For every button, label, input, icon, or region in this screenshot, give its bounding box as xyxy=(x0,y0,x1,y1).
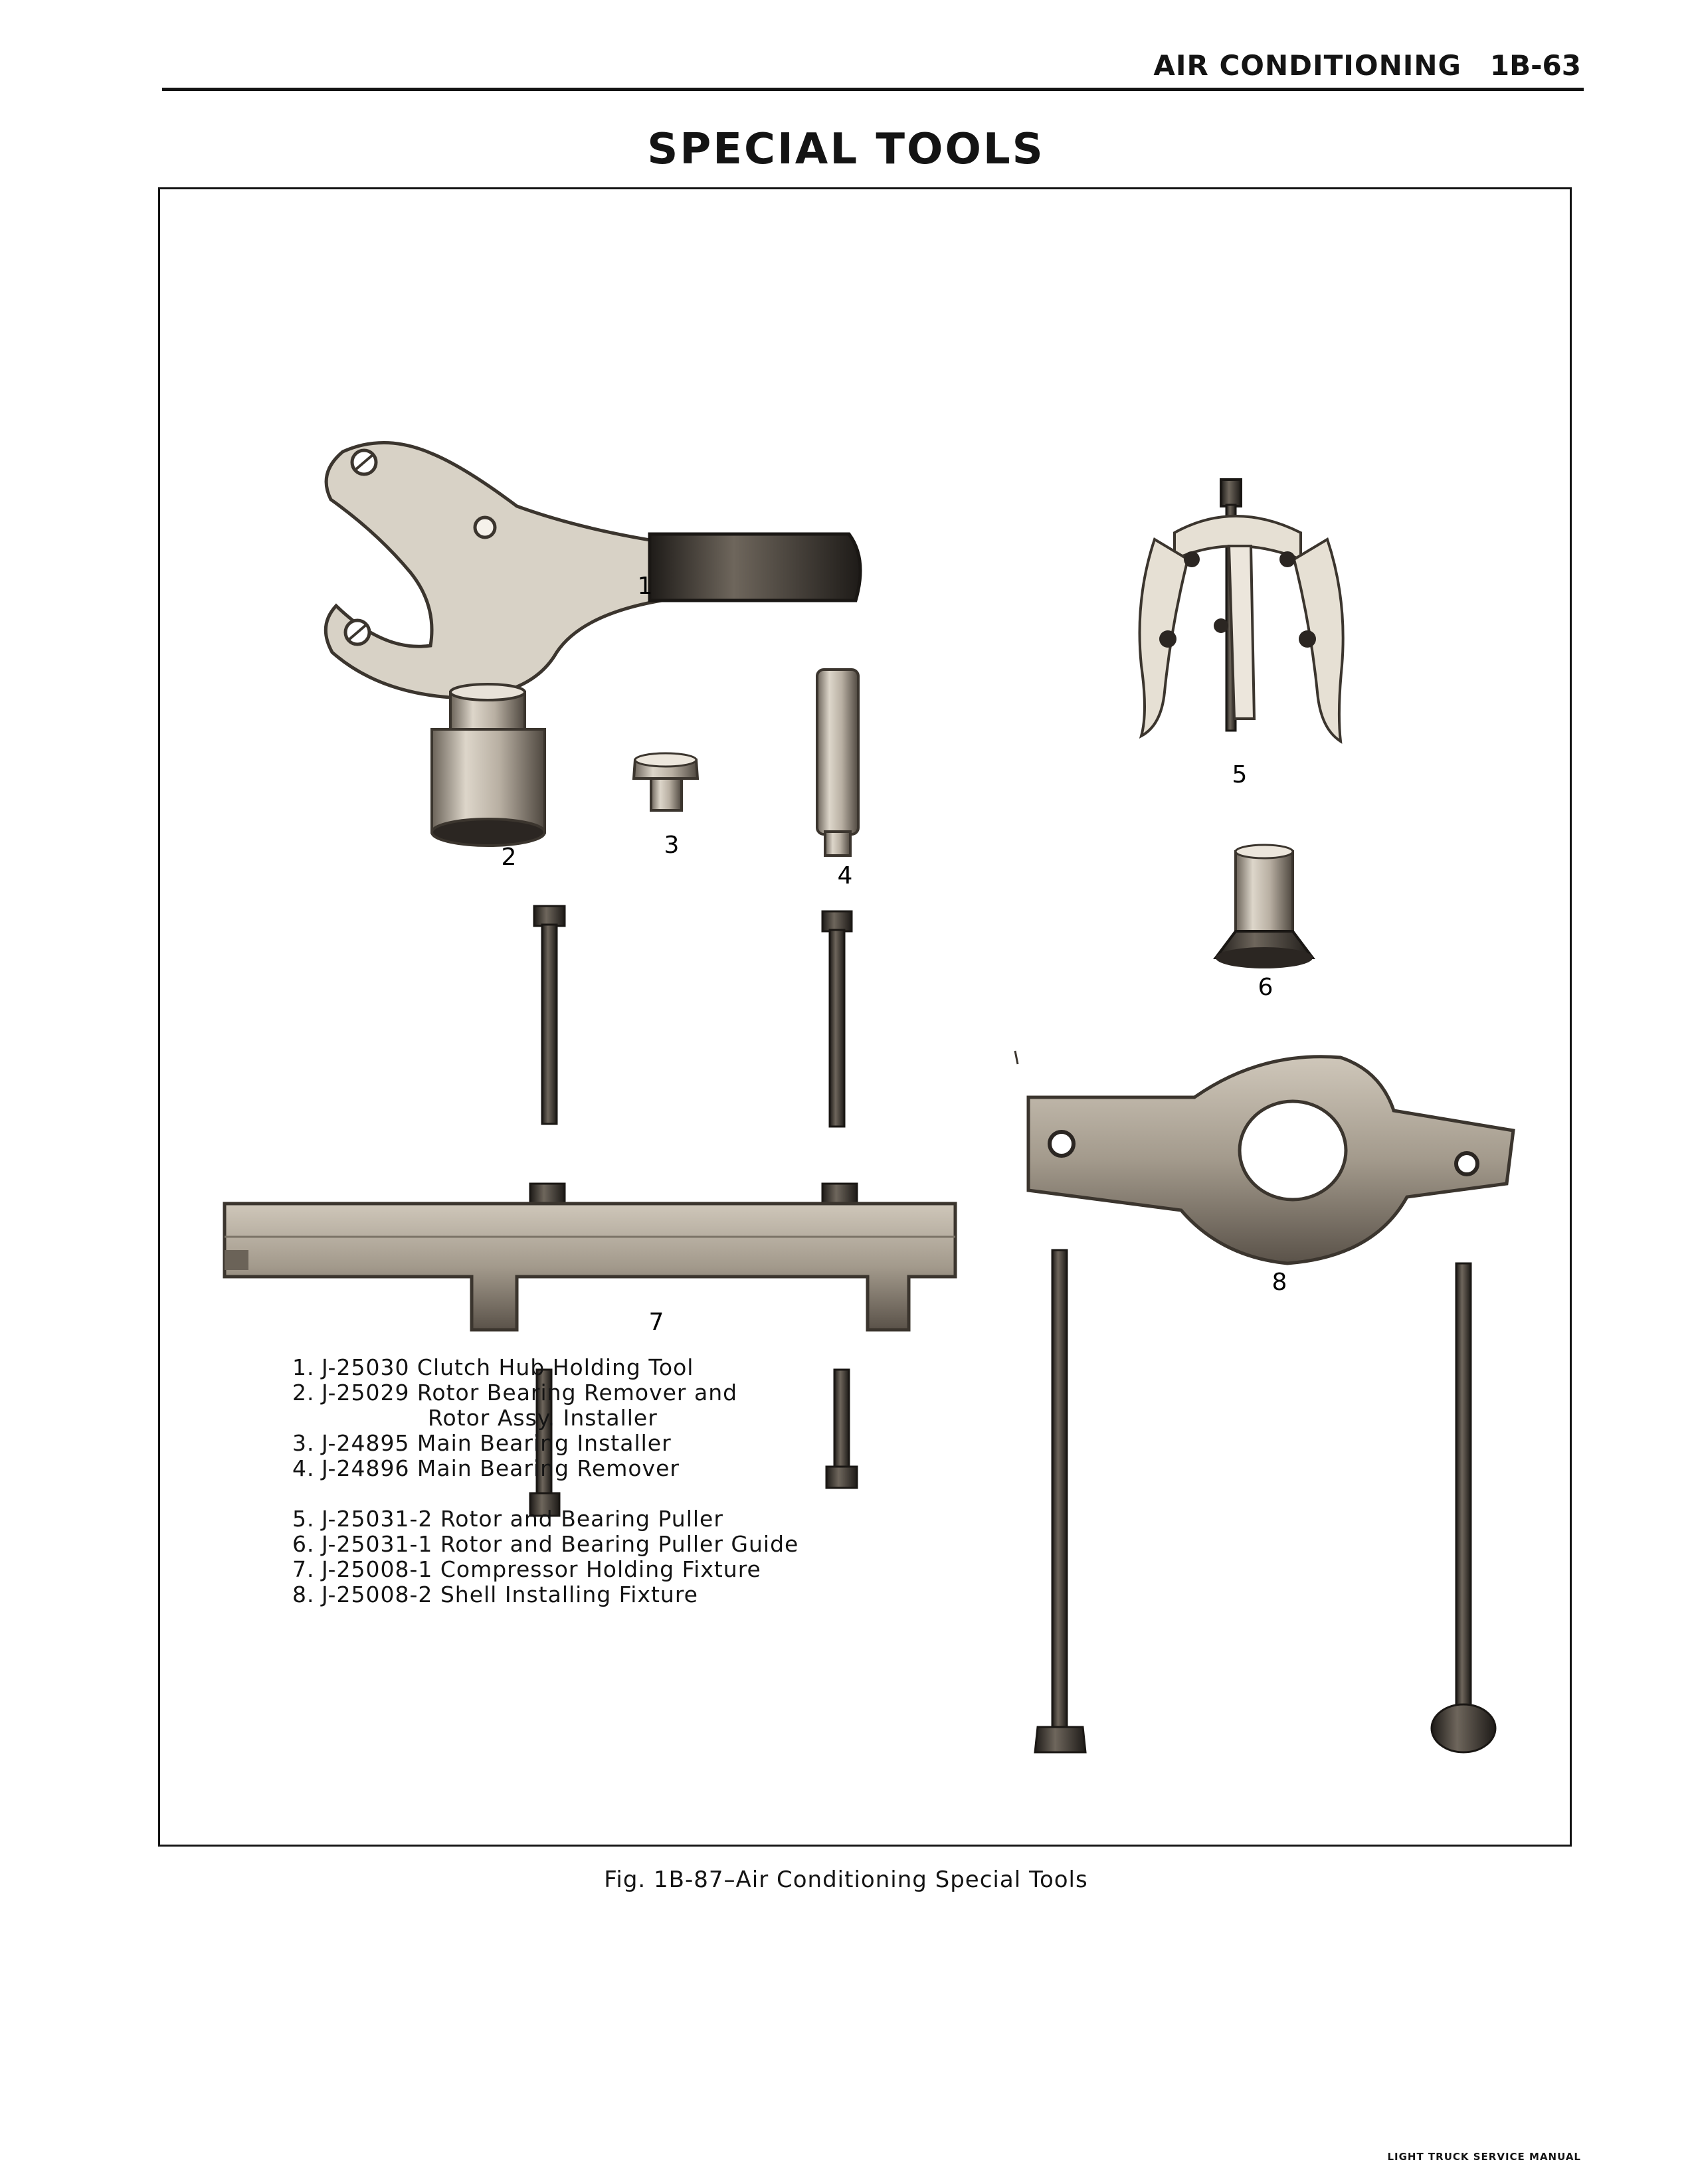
legend-item xyxy=(292,1456,799,1481)
legend-text: J-25008-1 Compressor Holding Fixture xyxy=(322,1556,761,1582)
legend-number: 1. xyxy=(292,1354,315,1380)
legend-number: 2. xyxy=(292,1380,315,1406)
callout-5: 5 xyxy=(1232,761,1248,788)
legend-number: 5. xyxy=(292,1506,315,1532)
tool-3-main-bearing-installer xyxy=(634,753,698,810)
legend-number: 7. xyxy=(292,1556,315,1582)
fixture-7-upper-bolts xyxy=(534,906,852,1127)
legend-text: J-25008-2 Shell Installing Fixture xyxy=(322,1582,698,1607)
legend-item xyxy=(292,1380,799,1406)
legend-item xyxy=(292,1532,799,1557)
footer-manual-name: LIGHT TRUCK SERVICE MANUAL xyxy=(1387,2151,1581,2163)
callout-1: 1 xyxy=(637,573,653,600)
running-header-title: AIR CONDITIONING xyxy=(1153,49,1461,82)
callout-4: 4 xyxy=(837,862,853,889)
page-number: 1B-63 xyxy=(1489,49,1581,82)
callout-2: 2 xyxy=(501,844,517,871)
callout-8: 8 xyxy=(1271,1269,1287,1296)
legend-text: J-25031-2 Rotor and Bearing Puller xyxy=(322,1506,723,1532)
legend-spacer xyxy=(292,1481,799,1506)
page-title: SPECIAL TOOLS xyxy=(647,125,1045,174)
callout-7: 7 xyxy=(648,1309,664,1336)
figure-caption: Fig. 1B-87–Air Conditioning Special Tools xyxy=(604,1866,1088,1893)
legend-number: 6. xyxy=(292,1531,315,1557)
legend-text: J-25030 Clutch Hub Holding Tool xyxy=(322,1354,694,1380)
legend-text: J-24896 Main Bearing Remover xyxy=(322,1455,680,1481)
legend-item xyxy=(292,1557,799,1582)
tool-8-shell-installing-fixture xyxy=(1015,1051,1513,1263)
legend-item xyxy=(292,1506,799,1532)
tool-2-rotor-bearing-remover xyxy=(432,684,545,846)
callout-6: 6 xyxy=(1258,974,1273,1001)
tool-1-clutch-hub-holding-tool xyxy=(326,442,860,697)
header-rule xyxy=(162,88,1584,91)
tool-legend xyxy=(292,1355,799,1607)
tool-5-rotor-bearing-puller xyxy=(1140,480,1343,741)
legend-item xyxy=(292,1355,799,1380)
legend-number: 3. xyxy=(292,1430,315,1456)
legend-number: 4. xyxy=(292,1455,315,1481)
legend-text: J-25031-1 Rotor and Bearing Puller Guide xyxy=(322,1531,799,1557)
legend-item xyxy=(292,1431,799,1456)
tool-6-puller-guide xyxy=(1216,845,1313,968)
legend-item xyxy=(292,1582,799,1607)
callout-3: 3 xyxy=(664,832,680,859)
legend-text: J-25029 Rotor Bearing Remover and xyxy=(322,1380,738,1406)
legend-continuation: Rotor Assy. Installer xyxy=(428,1405,658,1431)
legend-number: 8. xyxy=(292,1582,315,1607)
fixture-8-long-bolts xyxy=(1035,1250,1495,1752)
tool-7-compressor-holding-fixture xyxy=(225,1184,955,1330)
legend-text: J-24895 Main Bearing Installer xyxy=(322,1430,672,1456)
tool-4-main-bearing-remover xyxy=(817,670,858,856)
